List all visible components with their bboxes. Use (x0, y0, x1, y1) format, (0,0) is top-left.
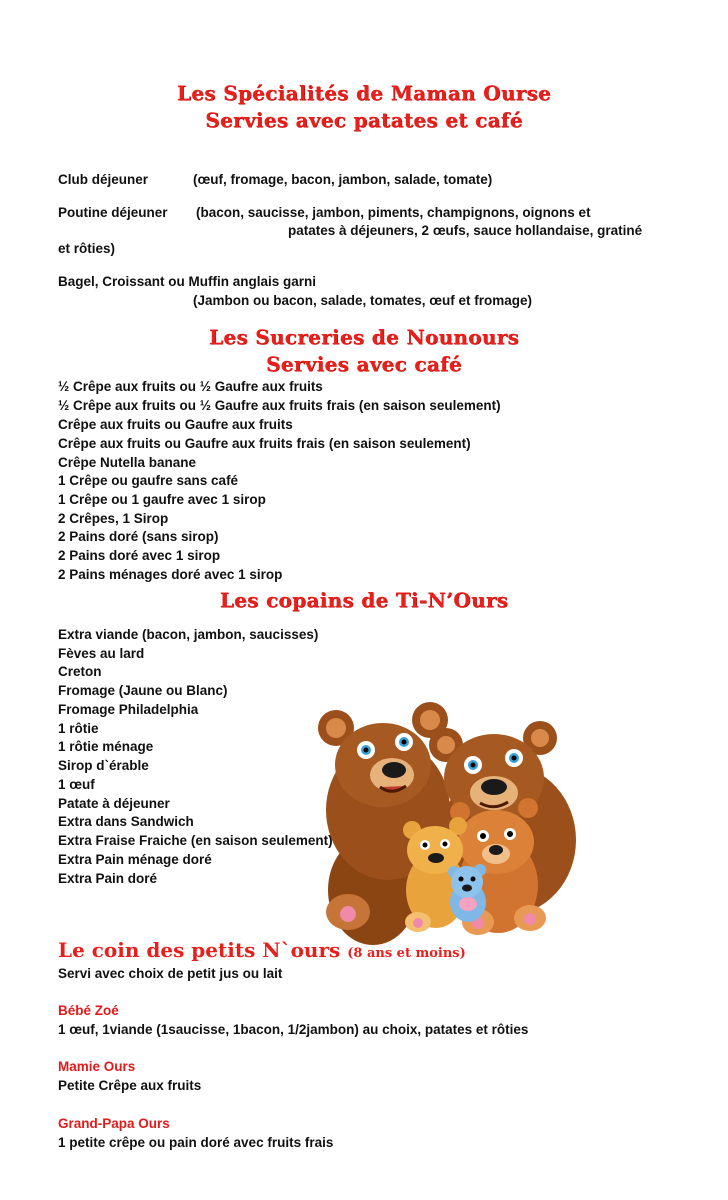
section1-title-line1: Les Spécialités de Maman Ourse (176, 81, 552, 105)
sucrerie-item: 1 Crêpe ou 1 gaufre avec 1 sirop (58, 492, 266, 507)
copain-item: Extra Fraise Fraiche (en saison seulement) (58, 833, 333, 848)
kids-item-desc: 1 œuf, 1viande (1saucisse, 1bacon, 1/2jambon) au choix, patates et rôties (58, 1022, 529, 1037)
section4-subtitle: Servi avec choix de petit jus ou lait (58, 966, 283, 981)
item-bagel-desc: (Jambon ou bacon, salade, tomates, œuf et fromage) (193, 293, 533, 308)
section3-title: Les copains de Ti-N’Ours (219, 588, 509, 612)
copain-item: Fromage Philadelphia (58, 702, 199, 717)
sucrerie-item: Crêpe aux fruits ou Gaufre aux fruits (58, 417, 293, 432)
copain-item: 1 rôtie ménage (58, 739, 154, 754)
copain-item: Extra Pain ménage doré (58, 852, 212, 867)
sucrerie-item: 1 Crêpe ou gaufre sans café (58, 473, 239, 488)
sucrerie-item: 2 Pains ménages doré avec 1 sirop (58, 567, 283, 582)
copain-item: 1 rôtie (58, 721, 99, 736)
sucrerie-item: ½ Crêpe aux fruits ou ½ Gaufre aux fruits (58, 379, 323, 394)
kids-item-desc: 1 petite crêpe ou pain doré avec fruits frais (58, 1135, 334, 1150)
section2-title-line1: Les Sucreries de Nounours (208, 325, 520, 349)
section4-title (58, 937, 466, 967)
kids-item-name: Mamie Ours (58, 1059, 136, 1074)
section1-title-line2: Servies avec patates et café (205, 108, 523, 132)
copain-item: Extra viande (bacon, jambon, saucisses) (58, 627, 319, 642)
sucrerie-item: ½ Crêpe aux fruits ou ½ Gaufre aux fruits frais (en saison seulement) (58, 398, 501, 413)
copain-item: Fèves au lard (58, 646, 145, 661)
kids-item-name: Grand-Papa Ours (58, 1116, 170, 1131)
bear-family-icon (318, 690, 583, 950)
item-poutine-desc-2: patates à déjeuners, 2 œufs, sauce hollandaise, gratiné (288, 223, 643, 238)
item-poutine-desc-1: (bacon, saucisse, jambon, piments, champignons, oignons et (196, 205, 591, 220)
sucrerie-item: 2 Crêpes, 1 Sirop (58, 511, 169, 526)
copain-item: Fromage (Jaune ou Blanc) (58, 683, 228, 698)
sucrerie-item: Crêpe Nutella banane (58, 455, 197, 470)
sucrerie-item: 2 Pains doré avec 1 sirop (58, 548, 221, 563)
copain-item: Creton (58, 664, 102, 679)
kids-item-desc: Petite Crêpe aux fruits (58, 1078, 202, 1093)
copain-item: Sirop d`érable (58, 758, 149, 773)
section4-title-text: Le coin des petits N`ours (58, 938, 341, 962)
item-bagel: Bagel, Croissant ou Muffin anglais garni (58, 274, 317, 289)
copain-item: Extra dans Sandwich (58, 814, 194, 829)
item-poutine-desc-3: et rôties) (58, 241, 116, 256)
item-club-dejeuner: Club déjeuner (58, 172, 149, 187)
sucrerie-item: Crêpe aux fruits ou Gaufre aux fruits frais (en saison seulement) (58, 436, 471, 451)
sucrerie-item: 2 Pains doré (sans sirop) (58, 529, 219, 544)
copain-item: Extra Pain doré (58, 871, 158, 886)
kids-item-name: Bébé Zoé (58, 1003, 119, 1018)
section2-title-line2: Servies avec café (266, 352, 462, 376)
item-poutine-dejeuner: Poutine déjeuner (58, 205, 168, 220)
copain-item: 1 œuf (58, 777, 95, 792)
baby-bear-icon (448, 864, 486, 922)
copain-item: Patate à déjeuner (58, 796, 170, 811)
section4-title-note: (8 ans et moins) (347, 946, 466, 961)
item-club-dejeuner-desc: (œuf, fromage, bacon, jambon, salade, tomate) (193, 172, 493, 187)
